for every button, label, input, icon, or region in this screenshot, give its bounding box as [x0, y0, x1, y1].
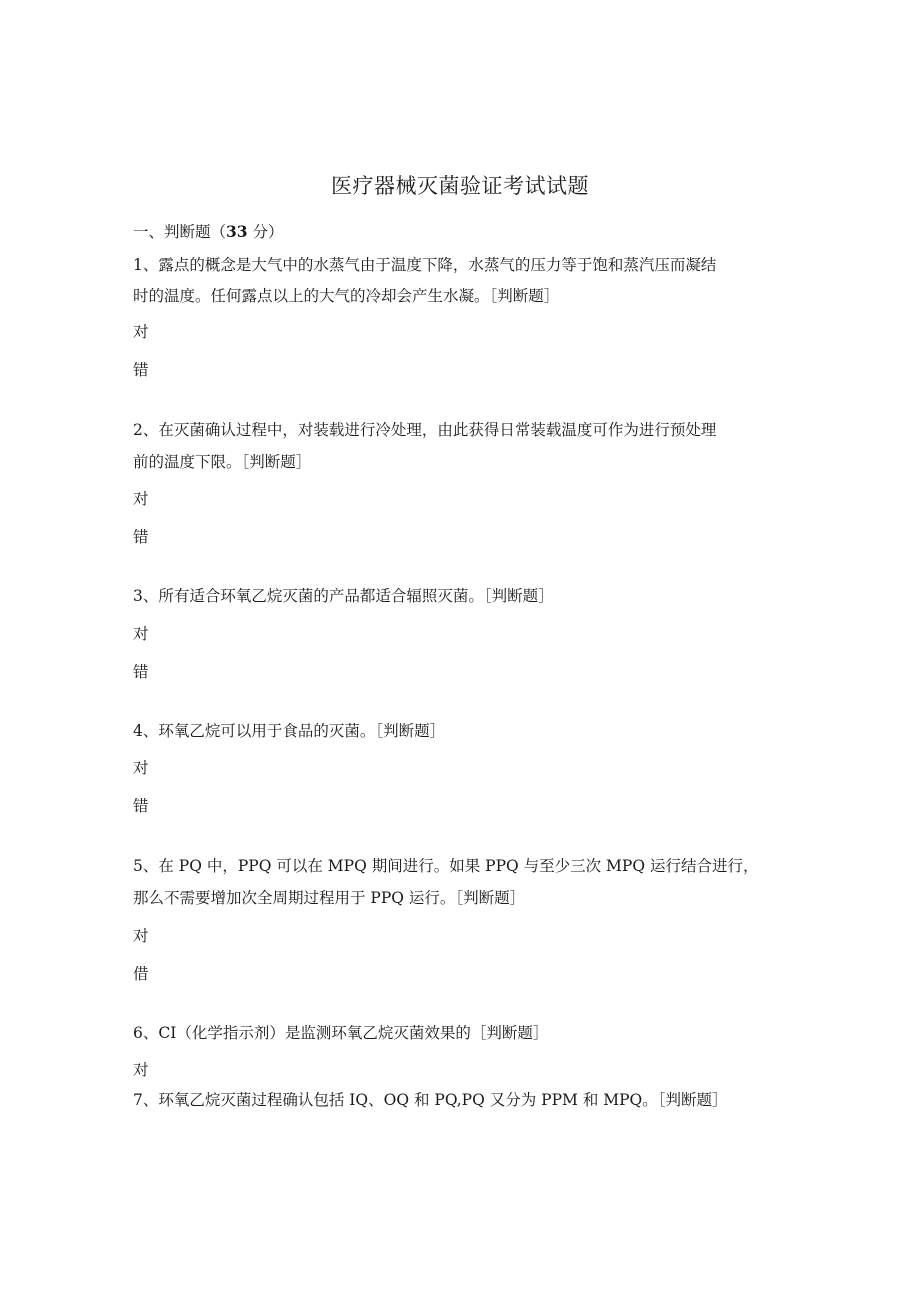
question-1-option-true[interactable]: 对 [133, 323, 149, 341]
question-3-option-false[interactable]: 错 [133, 663, 149, 681]
question-6-option-true[interactable]: 对 [133, 1061, 149, 1079]
question-4-option-false[interactable]: 错 [133, 797, 149, 815]
question-4-option-true[interactable]: 对 [133, 759, 149, 777]
question-5-text-line-2: 那么不需要增加次全周期过程用于 PPQ 运行。［判断题］ [133, 889, 526, 907]
question-3-option-true[interactable]: 对 [133, 625, 149, 643]
question-2-text-line-2: 前的温度下限。［判断题］ [133, 453, 312, 471]
question-5-option-true[interactable]: 对 [133, 927, 149, 945]
question-1-option-false[interactable]: 错 [133, 361, 149, 379]
question-1-text-line-2: 时的温度。任何露点以上的大气的冷却会产生水凝。［判断题］ [133, 287, 560, 305]
section-points: 33 [226, 222, 248, 241]
section-heading-prefix: 一、判断题（ [133, 223, 227, 241]
section-heading [133, 222, 284, 242]
page-title: 医疗器械灭菌验证考试试题 [331, 174, 589, 198]
question-3-text-line-1: 3、所有适合环氧乙烷灭菌的产品都适合辐照灭菌。［判断题］ [133, 587, 554, 605]
question-2-text-line-1: 2、在灭菌确认过程中，对装载进行冷处理，由此获得日常装载温度可作为进行预处理 [133, 421, 717, 439]
question-5-option-false[interactable]: 借 [133, 965, 149, 983]
question-4-text-line-1: 4、环氧乙烷可以用于食品的灭菌。［判断题］ [133, 722, 446, 740]
question-2-option-true[interactable]: 对 [133, 490, 149, 508]
question-7-text-line-1: 7、环氧乙烷灭菌过程确认包括 IQ、OQ 和 PQ,PQ 又分为 PPM 和 MPQ。［判断题］ [133, 1091, 728, 1109]
question-2-option-false[interactable]: 错 [133, 528, 149, 546]
question-1-text-line-1: 1、露点的概念是大气中的水蒸气由于温度下降，水蒸气的压力等于饱和蒸汽压而凝结 [133, 256, 717, 274]
section-heading-suffix: 分） [247, 223, 284, 241]
question-6-text-line-1: 6、CI（化学指示剂）是监测环氧乙烷灭菌效果的［判断题］ [133, 1024, 549, 1042]
question-5-text-line-1: 5、在 PQ 中，PPQ 可以在 MPQ 期间进行。如果 PPQ 与至少三次 MPQ 运行结合进行， [133, 857, 759, 875]
